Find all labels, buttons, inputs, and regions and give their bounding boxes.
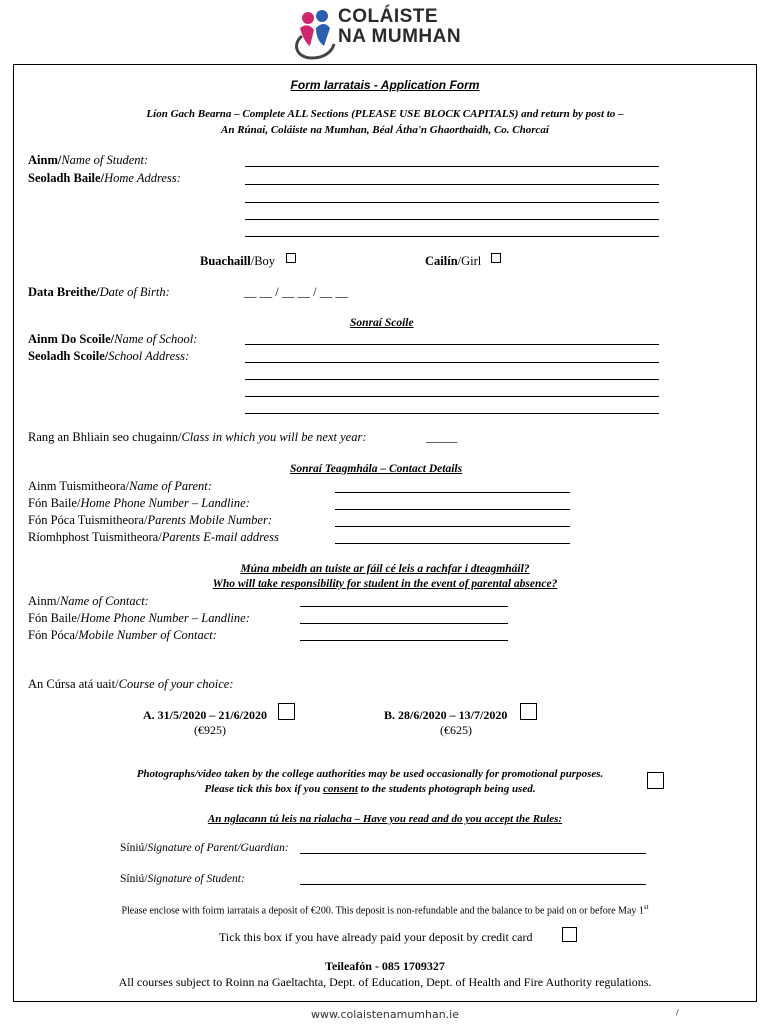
- contact-home-phone-label: Fón Baile/Home Phone Number – Landline:: [28, 611, 250, 625]
- logo-line-2: NA MUMHAN: [338, 26, 462, 47]
- credit-card-paid-checkbox[interactable]: [562, 927, 577, 942]
- course-label: An Cúrsa atá uait/Course of your choice:: [28, 677, 234, 691]
- parent-mobile-field[interactable]: [335, 526, 570, 527]
- contact-mobile-label: Fón Póca/Mobile Number of Contact:: [28, 628, 217, 642]
- parent-name-field[interactable]: [335, 492, 570, 493]
- home-address-field-3[interactable]: [245, 219, 659, 220]
- girl-label: Cailín/Girl: [425, 254, 482, 268]
- phone-number: Teileafón - 085 1709327: [325, 959, 445, 973]
- credit-card-paid-label: Tick this box if you have already paid your deposit by credit card: [219, 930, 533, 944]
- course-option-b-price: (€625): [440, 723, 472, 737]
- course-option-a-price: (€925): [194, 723, 226, 737]
- home-address-label: Seoladh Baile/Home Address:: [28, 171, 181, 185]
- deposit-note: Please enclose with foirm iarratais a deposit of €200. This deposit is non-refundable and the balance to be paid on or before May 1st: [121, 903, 649, 917]
- photo-consent-line-2: Please tick this box if you consent to the students photograph being used.: [204, 783, 536, 795]
- girl-checkbox[interactable]: [491, 253, 501, 263]
- contact-home-phone-field[interactable]: [300, 623, 508, 624]
- parent-email-field[interactable]: [335, 543, 570, 544]
- school-address-field-2[interactable]: [245, 379, 659, 380]
- dob-label: Data Breithe/Date of Birth:: [28, 285, 170, 299]
- instructions-line-2: An Rúnaí, Coláiste na Mumhan, Béal Átha'n Ghaorthaidh, Co. Chorcaí: [221, 124, 549, 136]
- course-option-a-label: A. 31/5/2020 – 21/6/2020: [143, 708, 268, 722]
- logo-line-1: COLÁISTE: [338, 6, 439, 27]
- home-address-field-4[interactable]: [245, 236, 659, 237]
- school-address-field-4[interactable]: [245, 413, 659, 414]
- dob-field[interactable]: __ __ / __ __ / __ __: [244, 285, 348, 299]
- logo-text: [338, 7, 461, 47]
- course-option-a-checkbox[interactable]: [278, 703, 295, 720]
- contact-details-heading: Sonraí Teagmhála – Contact Details: [290, 463, 463, 475]
- student-signature-label: Síniú/Signature of Student:: [120, 873, 245, 885]
- next-year-class-label: Rang an Bhliain seo chugainn/Class in which you will be next year:: [28, 430, 367, 444]
- boy-checkbox[interactable]: [286, 253, 296, 263]
- parent-email-label: Ríomhphost Tuismitheora/Parents E-mail address: [28, 530, 279, 544]
- form-title: Form Iarratais - Application Form: [290, 78, 480, 92]
- student-name-label: Ainm/Name of Student:: [28, 153, 149, 167]
- home-address-field-2[interactable]: [245, 202, 659, 203]
- home-phone-label: Fón Baile/Home Phone Number – Landline:: [28, 496, 250, 510]
- school-address-label: Seoladh Scoile/School Address:: [28, 349, 190, 363]
- contact-mobile-field[interactable]: [300, 640, 508, 641]
- contact-name-field[interactable]: [300, 606, 508, 607]
- website-link[interactable]: www.colaistenamumhan.ie: [310, 1008, 460, 1021]
- home-phone-field[interactable]: [335, 509, 570, 510]
- instructions-line-1: Líon Gach Bearna – Complete ALL Sections (PLEASE USE BLOCK CAPITALS) and return by post to –: [146, 108, 624, 120]
- parent-name-label: Ainm Tuismitheora/Name of Parent:: [28, 479, 212, 493]
- school-details-heading: Sonraí Scoile: [350, 317, 414, 329]
- photo-consent-line-1: Photographs/video taken by the college authorities may be used occasionally for promotional purposes.: [136, 768, 604, 780]
- home-address-field-1[interactable]: [245, 184, 659, 185]
- photo-consent-checkbox[interactable]: [647, 772, 664, 789]
- school-address-field-3[interactable]: [245, 396, 659, 397]
- school-address-field-1[interactable]: [245, 362, 659, 363]
- responsible-question-english: Who will take responsibility for student in the event of parental absence?: [212, 578, 558, 590]
- school-name-label: Ainm Do Scoile/Name of School:: [28, 332, 198, 346]
- contact-name-label: Ainm/Name of Contact:: [28, 594, 149, 608]
- rules-question: An nglacann tú leis na rialacha – Have you read and do you accept the Rules:: [207, 813, 563, 825]
- responsible-question-irish: Múna mbeidh an tuiste ar fáil cé leis a rachfar i dteagmháil?: [240, 563, 530, 575]
- boy-label: Buachaill/Boy: [200, 254, 276, 268]
- school-name-field[interactable]: [245, 344, 659, 345]
- next-year-class-field[interactable]: _____: [426, 430, 458, 444]
- student-name-field[interactable]: [245, 166, 659, 167]
- course-option-b-label: B. 28/6/2020 – 13/7/2020: [384, 708, 508, 722]
- course-option-b-checkbox[interactable]: [520, 703, 537, 720]
- parent-mobile-label: Fón Póca Tuismitheora/Parents Mobile Number:: [28, 513, 272, 527]
- regulations-note: All courses subject to Roinn na Gaeltachta, Dept. of Education, Dept. of Health and Fire Authority regulations.: [118, 975, 652, 989]
- parent-signature-label: Síniú/Signature of Parent/Guardian:: [120, 842, 289, 854]
- page-mark: /: [676, 1008, 679, 1017]
- parent-signature-field[interactable]: [300, 853, 646, 854]
- student-signature-field[interactable]: [300, 884, 646, 885]
